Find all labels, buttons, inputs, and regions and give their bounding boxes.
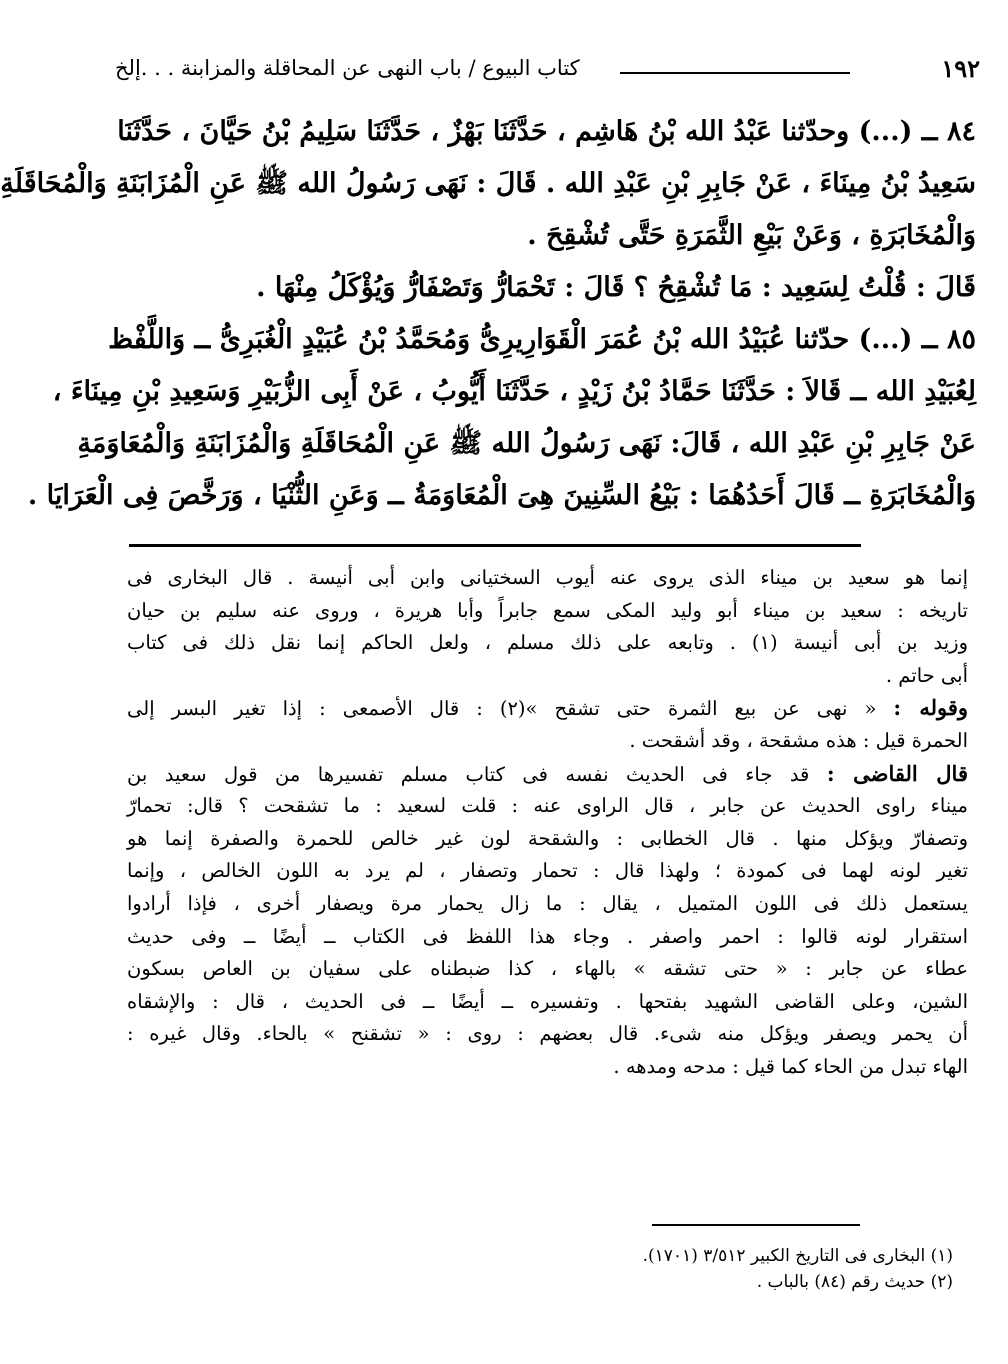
- commentary-line: تاريخه : سعيد بن ميناء أبو وليد المكى سمع جابراً وأبا هريرة ، وروى عنه سليم بن حيان: [127, 598, 968, 622]
- hadith-line: لِعُبَيْدِ الله ــ قَالاَ : حَدَّثَنَا حَمَّادُ بْنُ زَيْدٍ ، حَدَّثَنَا أَيُّوبُ ، عَنْ أَبِى الزُّبَيْرِ وَسَعِيدِ بْنِ مِينَاءَ ،: [52, 376, 976, 407]
- section-divider: [129, 544, 861, 547]
- wa-qawluhu-text: « نهى عن بيع الثمرة حتى تشقح »(٢) : قال الأصمعى : إذا تغير البسر إلى: [127, 697, 877, 721]
- commentary-line: تغير لونه لهما فى كمودة ؛ ولهذا قال : تحمار وتصفار ، لم يرد به اللون الخالص ، وإنما: [127, 859, 968, 883]
- commentary-line: إنما هو سعيد بن ميناء الذى يروى عنه أيوب السختيانى وابن أبى أنيسة . قال البخارى فى: [127, 566, 968, 589]
- commentary-line: [127, 692, 968, 725]
- commentary-text: [127, 562, 968, 1084]
- hadith-line: ٨٥ ــ (...) حدّثنا عُبَيْدُ الله بْنُ عُمَرَ الْقَوَارِيرِىُّ وَمُحَمَّدُ بْنُ عُبَيْدٍ الْغُبَرِىُّ ــ وَاللَّفْظ: [108, 324, 976, 355]
- commentary-line: وتصفارّ ويؤكل منها . قال الخطابى : والشقحة لون غير خالص للحمرة والصفرة إنما هو: [127, 826, 968, 850]
- wa-qawluhu-lead: وقوله :: [893, 695, 968, 721]
- hadith-line: عَنْ جَابِرِ بْنِ عَبْدِ الله ، قَالَ: نَهَى رَسُولُ الله ﷺ عَنِ الْمُحَاقَلَةِ وَالْمُزَابَنَةِ وَالْمُعَاوَمَةِ: [77, 428, 976, 459]
- footnote-divider: [652, 1224, 860, 1226]
- footnote: (١) البخارى فى التاريخ الكبير ٣/٥١٢ (١٧٠١).: [642, 1246, 953, 1266]
- commentary-line: [127, 758, 968, 791]
- footnotes: [387, 1243, 953, 1295]
- commentary-line: عطاء عن جابر : « حتى تشقه » بالهاء ، كذا ضبطناه على سفيان بن العاص بسكون: [127, 957, 968, 981]
- commentary-line: الهاء تبدل من الحاء كما قيل : مدحه ومدهه .: [613, 1054, 968, 1078]
- commentary-line: ميناء راوى الحديث عن جابر ، قال الراوى عنه : قلت لسعيد : ما تشقحت ؟ قال: تحمارّ: [127, 794, 968, 818]
- commentary-line: الشين، وعلى القاضى الشهيد بفتحها . وتفسيره ــ أيضًا ــ فى الحديث ، قال : والإشقاه: [127, 989, 968, 1013]
- page-number: ١٩٢: [941, 54, 980, 83]
- commentary-line: أن يحمر ويصفر ويؤكل منه شىء. قال بعضهم : روى : « تشقنح » بالحاء. وقال غيره :: [127, 1022, 968, 1046]
- qadi-text: قد جاء فى الحديث نفسه فى كتاب مسلم تفسيرها من قول سعيد بن: [127, 762, 810, 786]
- commentary-line: الحمرة قيل : هذه مشقحة ، وقد أشقحت .: [629, 728, 968, 752]
- qadi-lead: قال القاضى :: [826, 760, 968, 786]
- commentary-line: أبى حاتم .: [885, 663, 968, 687]
- commentary-line: يستعمل ذلك فى اللون المتميل ، يقال : ما زال يحمار مرة ويصفار أخرى ، فإذا أرادوا: [127, 891, 968, 915]
- hadith-line: سَعِيدُ بْنُ مِينَاءَ ، عَنْ جَابِرِ بْنِ عَبْدِ الله . قَالَ : نَهَى رَسُولُ الله ﷺ عَنِ الْمُزَابَنَةِ وَالْمُحَاقَلَةِ: [0, 168, 976, 199]
- hadith-line: قَالَ : قُلْتُ لِسَعِيد : مَا تُشْقِحُ ؟ قَالَ : تَحْمَارُّ وَتَصْفَارُّ وَيُؤْكَلُ مِنْهَا .: [256, 272, 976, 303]
- running-header: [115, 56, 980, 94]
- hadith-line: وَالْمُخَابَرَةِ ــ قَالَ أَحَدُهُمَا : بَيْعُ السِّنِينَ هِىَ الْمُعَاوَمَةُ ــ وَعَنِ الثُّنْيَا ، وَرَخَّصَ فِى الْعَرَايَا .: [27, 480, 976, 511]
- hadith-text: [0, 106, 976, 522]
- commentary-line: وزيد بن أبى أنيسة (١) . وتابعه على ذلك مسلم ، ولعل الحاكم إنما نقل ذلك فى كتاب: [127, 631, 968, 655]
- hadith-line: وَالْمُخَابَرَةِ ، وَعَنْ بَيْعِ الثَّمَرَةِ حَتَّى تُشْقِحَ .: [527, 220, 976, 251]
- chapter-title: كتاب البيوع / باب النهى عن المحاقلة والمزابنة . . .إلخ: [115, 56, 580, 80]
- footnote: (٢) حديث رقم (٨٤) بالباب .: [756, 1272, 953, 1292]
- header-rule: [620, 72, 850, 74]
- commentary-line: استقرار لونه قالوا : احمر واصفر . وجاء هذا اللفظ فى الكتاب ــ أيضًا ــ وفى حديث: [127, 924, 968, 948]
- hadith-line: ٨٤ ــ (...) وحدّثنا عَبْدُ الله بْنُ هَاشِم ، حَدَّثَنَا بَهْزٌ ، حَدَّثَنَا سَلِيمُ بْنُ حَيَّانَ ، حَدَّثَنَا: [117, 116, 976, 147]
